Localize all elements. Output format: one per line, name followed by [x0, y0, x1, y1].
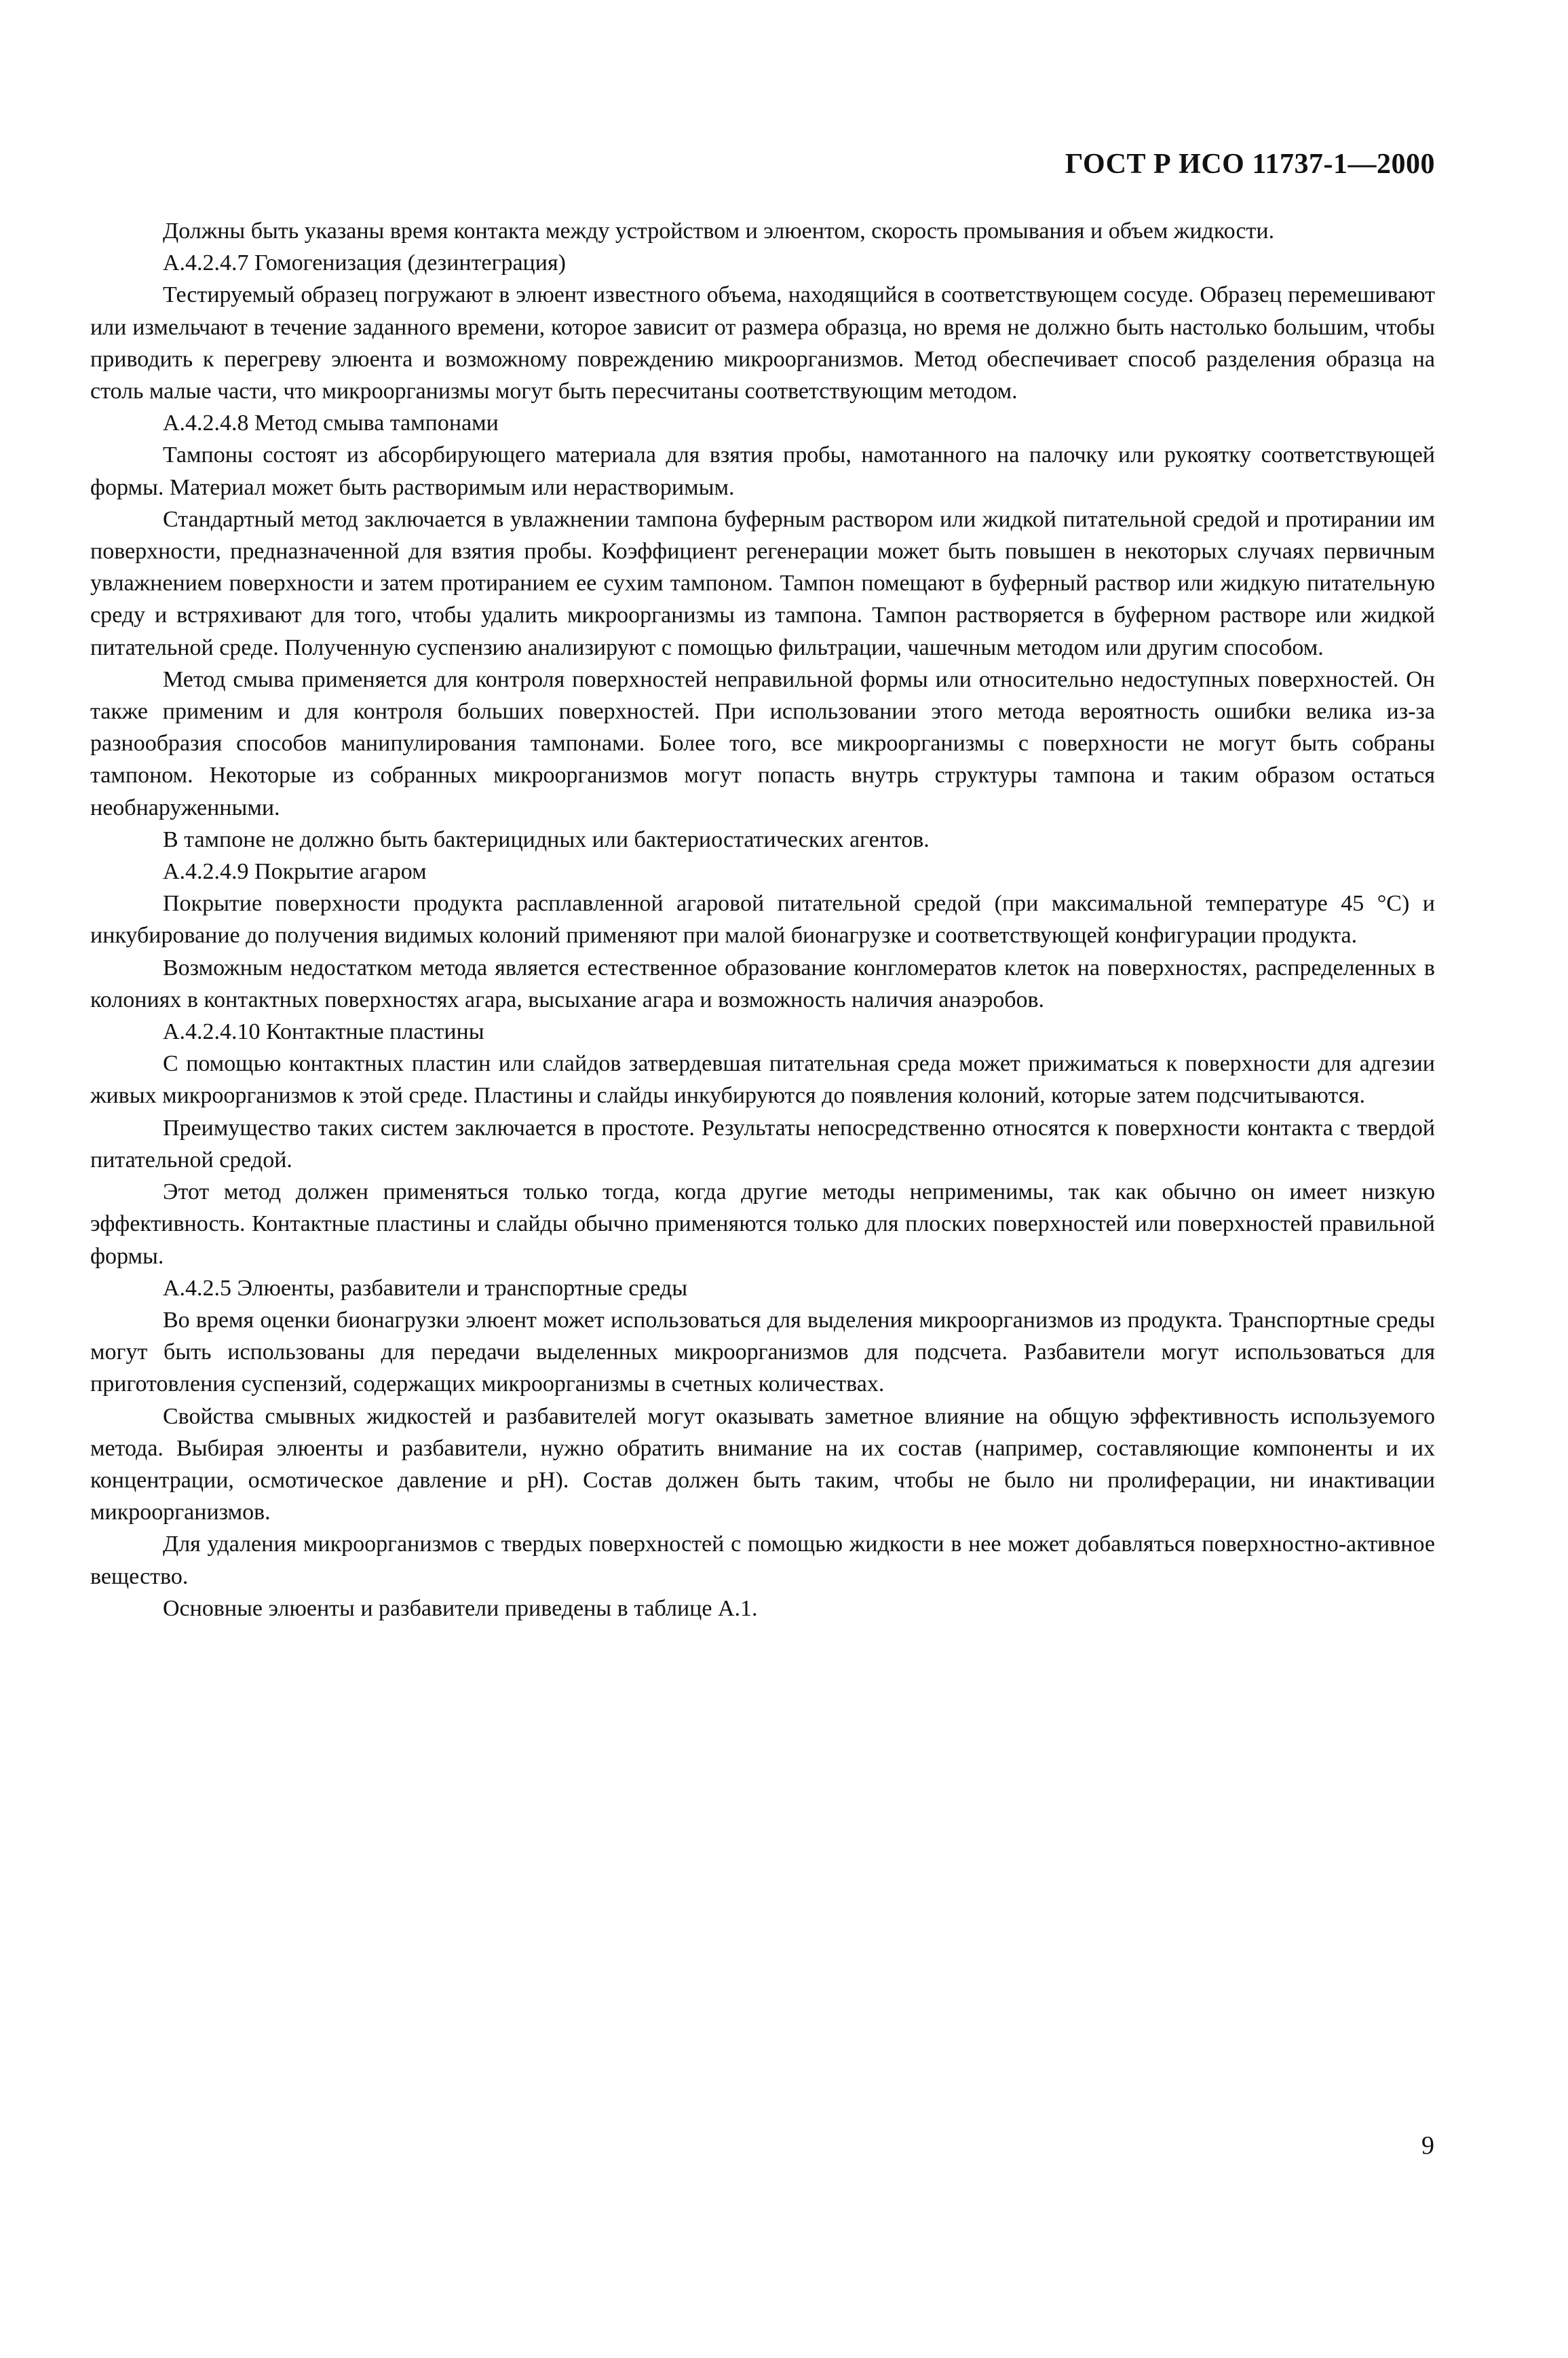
section-heading: А.4.2.4.8 Метод смыва тампонами — [163, 411, 499, 436]
paragraph: Покрытие поверхности продукта расплавленной агаровой питательной средой (при максимальной температуре 45 °С) и инкубирование до получения видимых колоний применяют при малой бионагрузке и соответствующей конфигурации продукта. — [90, 891, 1435, 949]
section-heading: А.4.2.4.9 Покрытие агаром — [163, 859, 427, 885]
document-body — [90, 215, 1435, 1624]
page-number: 9 — [1421, 2131, 1434, 2160]
document-header: ГОСТ Р ИСО 11737-1—2000 — [1065, 149, 1435, 180]
paragraph: Преимущество таких систем заключается в простоте. Результаты непосредственно относятся к поверхности контакта с твердой питательной средой. — [90, 1115, 1435, 1173]
paragraph: С помощью контактных пластин или слайдов затвердевшая питательная среда может прижиматься к поверхности для адгезии живых микроорганизмов к этой среде. Пластины и слайды инкубируются до появления колоний, которые затем подсчитываются. — [90, 1051, 1435, 1109]
paragraph: Для удаления микроорганизмов с твердых поверхностей с помощью жидкости в нее может добавляться поверхностно-активное вещество. — [90, 1532, 1435, 1589]
paragraph: Тестируемый образец погружают в элюент известного объема, находящийся в соответствующем сосуде. Образец перемешивают или измельчают в течение заданного времени, которое зависит от размера образца, но время не должно быть настолько большим, чтобы приводить к перегреву элюента и возможному повреждению микроорганизмов. Метод обеспечивает способ разделения образца на столь малые части, что микроорганизмы могут быть пересчитаны соответствующим методом. — [90, 282, 1435, 404]
paragraph: Тампоны состоят из абсорбирующего материала для взятия пробы, намотанного на палочку или рукоятку соответствующей формы. Материал может быть растворимым или нерастворимым. — [90, 442, 1435, 500]
paragraph: Должны быть указаны время контакта между устройством и элюентом, скорость промывания и объем жидкости. — [163, 218, 1275, 244]
section-heading: А.4.2.4.7 Гомогенизация (дезинтеграция) — [163, 250, 566, 276]
paragraph: Основные элюенты и разбавители приведены в таблице А.1. — [163, 1595, 758, 1621]
section-heading: А.4.2.5 Элюенты, разбавители и транспортные среды — [163, 1275, 688, 1301]
paragraph: Этот метод должен применяться только тогда, когда другие методы неприменимы, так как обычно он имеет низкую эффективность. Контактные пластины и слайды обычно применяются только для плоских поверхностей или поверхностей правильной формы. — [90, 1179, 1435, 1269]
paragraph: Метод смыва применяется для контроля поверхностей неправильной формы или относительно недоступных поверхностей. Он также применим и для контроля больших поверхностей. При использовании этого метода вероятность ошибки велика из-за разнообразия способов манипулирования тампонами. Более того, все микроорганизмы с поверхности не могут быть собраны тампоном. Некоторые из собранных микроорганизмов могут попасть внутрь структуры тампона и таким образом остаться необнаруженными. — [90, 666, 1435, 820]
paragraph: Во время оценки бионагрузки элюент может использоваться для выделения микроорганизмов из продукта. Транспортные среды могут быть использованы для передачи выделенных микроорганизмов для подсчета. Разбавители могут использоваться для приготовления суспензий, содержащих микроорганизмы в счетных количествах. — [90, 1307, 1435, 1397]
paragraph: Свойства смывных жидкостей и разбавителей могут оказывать заметное влияние на общую эффективность используемого метода. Выбирая элюенты и разбавители, нужно обратить внимание на их состав (например, составляющие компоненты и их концентрации, осмотическое давление и pH). Состав должен быть таким, чтобы не было ни пролиферации, ни инактивации микроорганизмов. — [90, 1403, 1435, 1525]
paragraph: В тампоне не должно быть бактерицидных или бактериостатических агентов. — [163, 826, 930, 852]
paragraph: Стандартный метод заключается в увлажнении тампона буферным раствором или жидкой питательной средой и протирании им поверхности, предназначенной для взятия пробы. Коэффициент регенерации может быть повышен в некоторых случаях первичным увлажнением поверхности и затем протиранием ее сухим тампоном. Тампон помещают в буферный раствор или жидкую питательную среду и встряхивают для того, чтобы удалить микроорганизмы из тампона. Тампон растворяется в буферном растворе или жидкой питательной среде. Полученную суспензию анализируют с помощью фильтрации, чашечным методом или другим способом. — [90, 506, 1435, 660]
paragraph: Возможным недостатком метода является естественное образование конгломератов клеток на поверхностях, распределенных в колониях в контактных поверхностях агара, высыхание агара и возможность наличия анаэробов. — [90, 955, 1435, 1012]
section-heading: А.4.2.4.10 Контактные пластины — [163, 1019, 484, 1045]
